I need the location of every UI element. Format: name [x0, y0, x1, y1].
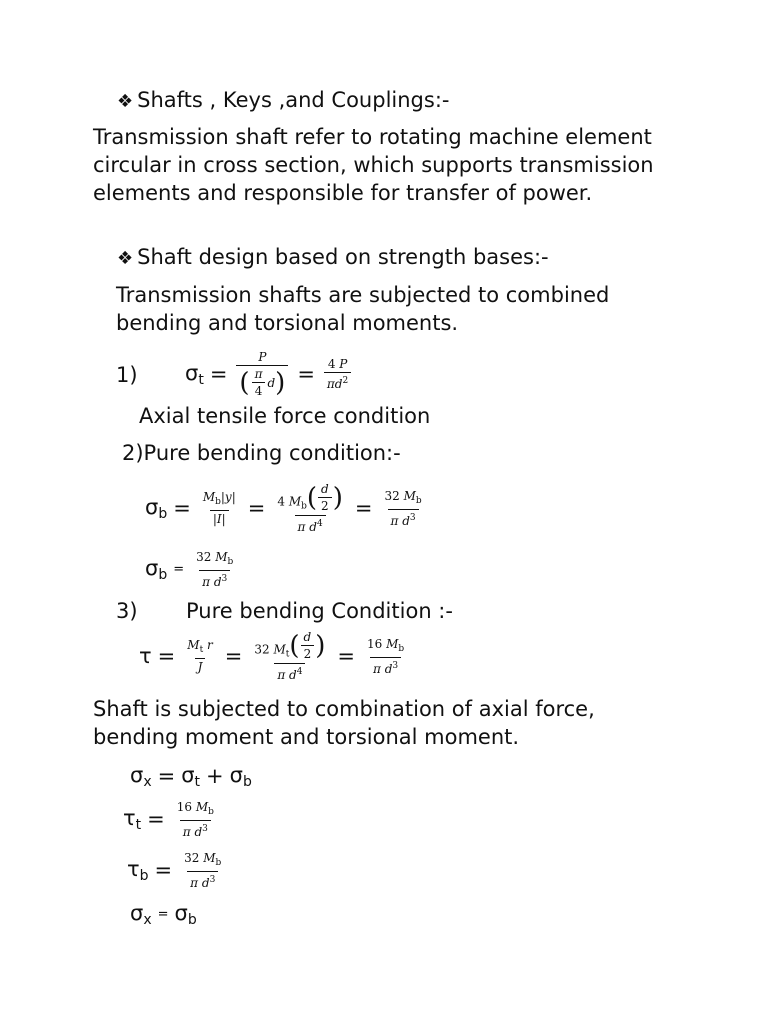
equation-sigma-x-sum: $\sigma_x$ = $\sigma_t$ + $\sigma_b$	[130, 762, 252, 790]
diamond-bullet-icon: ❖	[117, 91, 134, 112]
equation-torsional-stress: τ = $\frac{M_t r}{J}$ = 32 $M_t$ ( $\frac{d}{2}$ ) π $d^4$ = $\frac{16 M_b}{\pi d^3}$	[139, 630, 405, 682]
item-2-label: 2)Pure bending condition:-	[122, 441, 401, 465]
equation-axial-stress: $\sigma_t$ = P ( $\frac{\pi}{4}$ d ) = $\frac{4 P}{\pi d^2}$	[185, 346, 354, 402]
equation-tau-b: $\tau_b$ = $\frac{32 M_b}{\pi d^3}$	[127, 850, 222, 890]
equation-bending-stress-short: $\sigma_b$ = $\frac{32 M_b}{\pi d^3}$	[145, 549, 234, 589]
equation-tau-t: $\tau_t$ = $\frac{16 M_b}{\pi d^3}$	[123, 799, 214, 839]
paragraph-combination: Shaft is subjected to combination of axial force, bending moment and torsional moment.	[93, 697, 595, 749]
item-3-label: Pure bending Condition :-	[186, 599, 453, 623]
equation-sigma-x-equals-sigma-b: $\sigma_x$ = $\sigma_b$	[130, 900, 197, 928]
heading-shafts-keys-couplings: ❖ Shafts , Keys ,and Couplings:-	[117, 88, 450, 112]
axial-tensile-caption: Axial tensile force condition	[139, 404, 431, 428]
equation-bending-stress: $\sigma_b$ = $\frac{M_b|y|}{|I|}$ = 4 $M_b$ ( $\frac{d}{2}$ ) π $d^4$ = $\frac{32 M_b}{\pi d^3}$	[145, 482, 422, 534]
item-number-3: 3)	[116, 599, 138, 623]
diamond-bullet-icon: ❖	[117, 248, 134, 269]
heading-shaft-design: ❖ Shaft design based on strength bases:-	[117, 245, 549, 269]
fraction-4p-over-pi-d2: $\frac{4 P}{\pi d^2}$	[324, 357, 351, 391]
paragraph-combined-moments: Transmission shafts are subjected to combined bending and torsional moments.	[116, 283, 610, 335]
item-number-1: 1)	[116, 363, 138, 387]
fraction-p-over-area: P ( $\frac{\pi}{4}$ d )	[236, 350, 288, 398]
paragraph-transmission-shaft: Transmission shaft refer to rotating machine element circular in cross section, which supports transmission elements and responsible for transfer of power.	[93, 125, 654, 205]
